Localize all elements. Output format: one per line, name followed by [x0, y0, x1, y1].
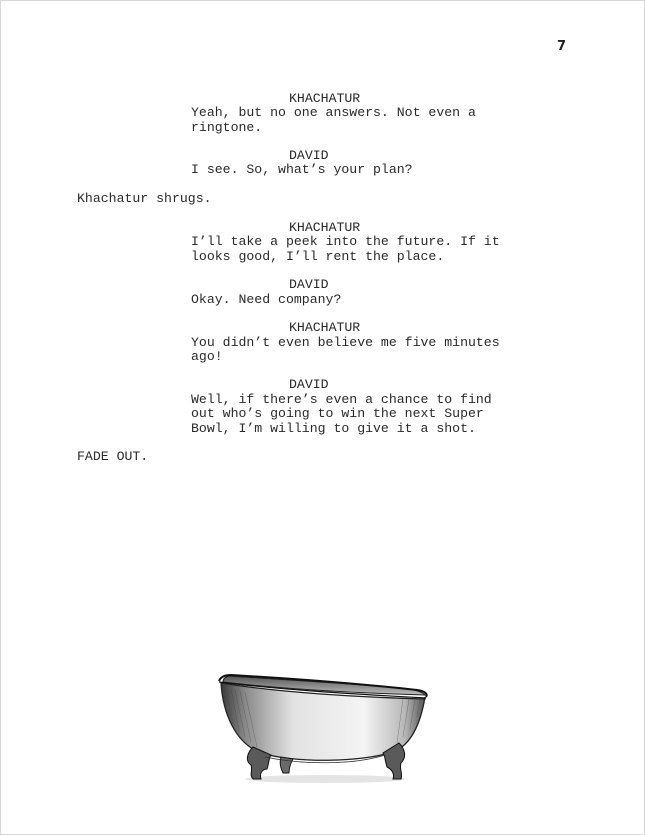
dialogue-line: Well, if there’s even a chance to find — [191, 392, 492, 407]
character-name: DAVID — [289, 277, 329, 292]
character-name: KHACHATUR — [289, 91, 361, 106]
dialogue-line: ringtone. — [191, 120, 263, 135]
dialogue-line: Yeah, but no one answers. Not even a — [191, 105, 476, 120]
dialogue-line: ago! — [191, 349, 223, 364]
dialogue-line: out who’s going to win the next Super — [191, 406, 484, 421]
page-number: 7 — [557, 39, 567, 54]
dialogue-line: Bowl, I’m willing to give it a shot. — [191, 421, 476, 436]
bathtub-icon — [213, 673, 437, 791]
character-name: DAVID — [289, 377, 329, 392]
dialogue-line: I see. So, what’s your plan? — [191, 162, 413, 177]
character-name: KHACHATUR — [289, 220, 361, 235]
action-line: Khachatur shrugs. — [77, 191, 212, 206]
dialogue-line: I’ll take a peek into the future. If it — [191, 234, 500, 249]
character-name: DAVID — [289, 148, 329, 163]
dialogue-line: You didn’t even believe me five minutes — [191, 335, 500, 350]
transition-line: FADE OUT. — [77, 449, 149, 464]
dialogue-line: Okay. Need company? — [191, 292, 342, 307]
dialogue-line: looks good, I’ll rent the place. — [191, 249, 445, 264]
character-name: KHACHATUR — [289, 320, 361, 335]
